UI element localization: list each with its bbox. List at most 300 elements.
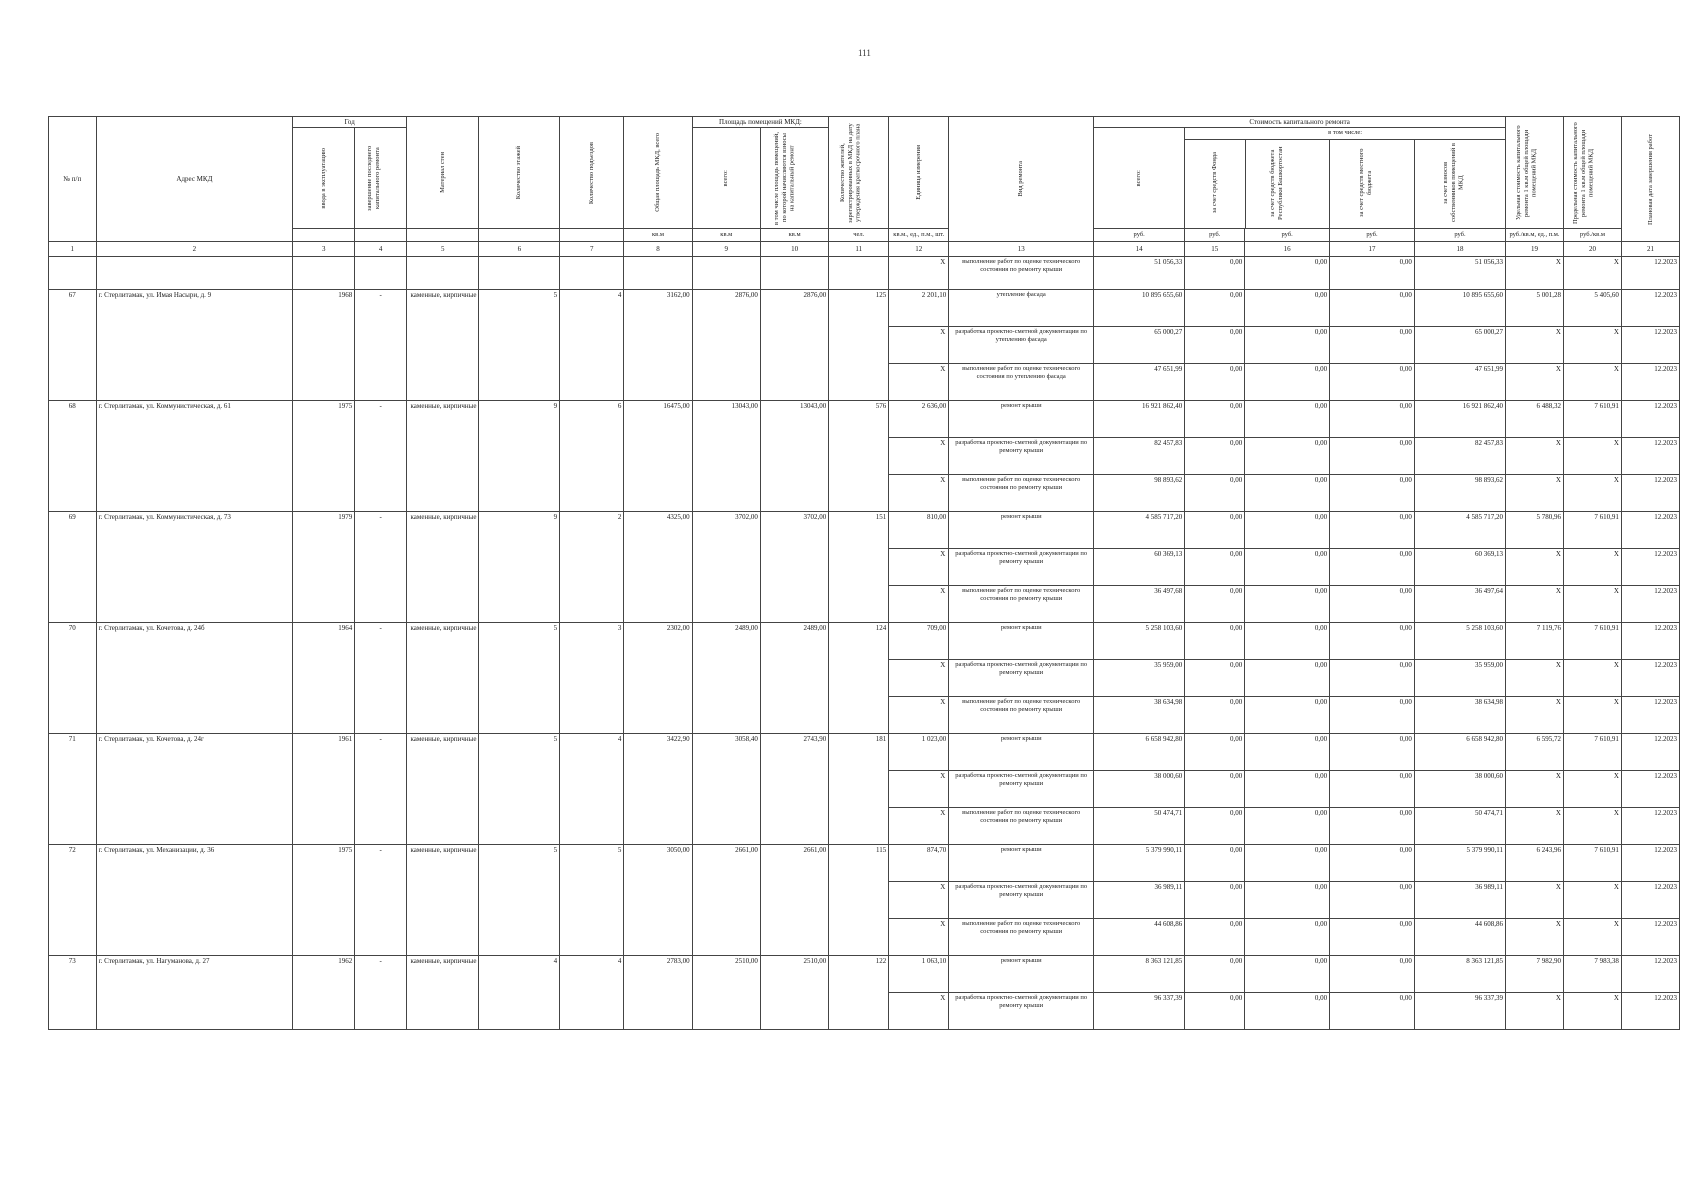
column-number: 20 xyxy=(1563,242,1621,257)
col-area-total-header: всего: xyxy=(692,128,760,229)
repair-plan-table-wrapper xyxy=(48,116,1680,1030)
cost-owners: 36 989,11 xyxy=(1414,882,1505,919)
max-cost: X xyxy=(1563,697,1621,734)
building-address: г. Стерлитамак, ул. Коммунистическая, д. 61 xyxy=(96,401,293,512)
building-walls: каменные, кирпичные xyxy=(407,734,479,845)
cost-fund: 0,00 xyxy=(1185,808,1245,845)
work-type: выполнение работ по оценке технического состояния по ремонту крыши xyxy=(949,586,1094,623)
building-area-owned: 3702,00 xyxy=(760,512,828,623)
building-walls: каменные, кирпичные xyxy=(407,401,479,512)
carry-unit-cost: X xyxy=(1506,257,1564,290)
unit-cost: X xyxy=(1506,882,1564,919)
unit-last-repair xyxy=(355,229,407,242)
building-entrances: 4 xyxy=(560,956,624,1030)
building-total-area: 16475,00 xyxy=(624,401,692,512)
cost-fund: 0,00 xyxy=(1185,512,1245,549)
unit-cost: 6 243,96 xyxy=(1506,845,1564,882)
cost-owners: 50 474,71 xyxy=(1414,808,1505,845)
building-no: 73 xyxy=(49,956,97,1030)
cost-fund: 0,00 xyxy=(1185,845,1245,882)
building-address: г. Стерлитамак, ул. Нагуманова, д. 27 xyxy=(96,956,293,1030)
work-type: ремонт крыши xyxy=(949,956,1094,993)
col-owners-header: за счет взносов собственников помещений в МКД xyxy=(1441,143,1465,223)
unit-cost: 5 780,96 xyxy=(1506,512,1564,549)
planned-date: 12.2023 xyxy=(1621,438,1679,475)
work-type: ремонт крыши xyxy=(949,845,1094,882)
cost-republic: 0,00 xyxy=(1245,919,1330,956)
max-cost: X xyxy=(1563,808,1621,845)
cost-republic: 0,00 xyxy=(1245,697,1330,734)
work-x-mark: X xyxy=(889,438,949,475)
planned-date: 12.2023 xyxy=(1621,364,1679,401)
cost-republic: 0,00 xyxy=(1245,771,1330,808)
col-year-commission-header: ввода в эксплуатацию xyxy=(293,128,355,229)
work-measure: 2 201,10 xyxy=(889,290,949,327)
column-number: 14 xyxy=(1094,242,1185,257)
cost-republic: 0,00 xyxy=(1245,327,1330,364)
building-last-repair: - xyxy=(355,290,407,401)
cost-owners: 38 634,98 xyxy=(1414,697,1505,734)
cost-fund: 0,00 xyxy=(1185,771,1245,808)
cost-republic: 0,00 xyxy=(1245,586,1330,623)
building-entrances: 6 xyxy=(560,401,624,512)
unit-measure: кв.м., ед., п.м., шт. xyxy=(889,229,949,242)
max-cost: X xyxy=(1563,438,1621,475)
cost-fund: 0,00 xyxy=(1185,549,1245,586)
col-floors-header: Количество этажей xyxy=(479,117,560,229)
planned-date: 12.2023 xyxy=(1621,919,1679,956)
cost-total: 10 895 655,60 xyxy=(1094,290,1185,327)
col-last-repair-header: завершение последнего капитального ремонта xyxy=(355,128,407,229)
building-area-owned: 2876,00 xyxy=(760,290,828,401)
carry-local: 0,00 xyxy=(1330,257,1415,290)
carry-over-row xyxy=(49,257,1680,290)
cost-total: 65 000,27 xyxy=(1094,327,1185,364)
work-type: выполнение работ по оценке технического состояния по ремонту крыши xyxy=(949,697,1094,734)
column-number: 19 xyxy=(1506,242,1564,257)
work-x-mark: X xyxy=(889,919,949,956)
work-x-mark: X xyxy=(889,586,949,623)
col-republic-header: за счет средств бюджета Республики Башкортостан xyxy=(1245,140,1330,229)
table-body xyxy=(49,257,1680,1030)
building-total-area: 2783,00 xyxy=(624,956,692,1030)
column-number: 10 xyxy=(760,242,828,257)
work-x-mark: X xyxy=(889,808,949,845)
unit-cost: X xyxy=(1506,771,1564,808)
work-type: ремонт крыши xyxy=(949,734,1094,771)
cost-total: 36 989,11 xyxy=(1094,882,1185,919)
building-year: 1962 xyxy=(293,956,355,1030)
cost-fund: 0,00 xyxy=(1185,327,1245,364)
unit-unit-cost: руб./кв.м, ед., п.м. xyxy=(1506,229,1564,242)
work-measure: 2 636,00 xyxy=(889,401,949,438)
planned-date: 12.2023 xyxy=(1621,586,1679,623)
cost-local: 0,00 xyxy=(1330,623,1415,660)
building-no: 69 xyxy=(49,512,97,623)
building-total-area: 3162,00 xyxy=(624,290,692,401)
building-no: 71 xyxy=(49,734,97,845)
max-cost: 7 610,91 xyxy=(1563,845,1621,882)
column-number: 9 xyxy=(692,242,760,257)
cost-local: 0,00 xyxy=(1330,364,1415,401)
max-cost: X xyxy=(1563,919,1621,956)
table-row xyxy=(49,734,1680,771)
cost-republic: 0,00 xyxy=(1245,956,1330,993)
work-x-mark: X xyxy=(889,660,949,697)
cost-local: 0,00 xyxy=(1330,401,1415,438)
max-cost: 7 610,91 xyxy=(1563,512,1621,549)
cost-fund: 0,00 xyxy=(1185,475,1245,512)
building-walls: каменные, кирпичные xyxy=(407,512,479,623)
max-cost: X xyxy=(1563,549,1621,586)
work-x-mark: X xyxy=(889,475,949,512)
max-cost: 7 610,91 xyxy=(1563,401,1621,438)
building-entrances: 4 xyxy=(560,734,624,845)
building-entrances: 5 xyxy=(560,845,624,956)
building-year: 1975 xyxy=(293,401,355,512)
cost-local: 0,00 xyxy=(1330,549,1415,586)
work-x-mark: X xyxy=(889,882,949,919)
work-type: разработка проектно-сметной документации по ремонту крыши xyxy=(949,882,1094,919)
cost-local: 0,00 xyxy=(1330,882,1415,919)
work-type: разработка проектно-сметной документации по ремонту крыши xyxy=(949,549,1094,586)
building-entrances: 2 xyxy=(560,512,624,623)
column-number: 17 xyxy=(1330,242,1415,257)
unit-cost: 6 595,72 xyxy=(1506,734,1564,771)
cost-owners: 4 585 717,20 xyxy=(1414,512,1505,549)
cost-fund: 0,00 xyxy=(1185,364,1245,401)
cost-owners: 47 651,99 xyxy=(1414,364,1505,401)
building-last-repair: - xyxy=(355,401,407,512)
cost-local: 0,00 xyxy=(1330,845,1415,882)
unit-cost: 7 982,90 xyxy=(1506,956,1564,993)
col-entrances-header: Количество подъездов xyxy=(560,117,624,229)
building-no: 67 xyxy=(49,290,97,401)
max-cost: 7 983,38 xyxy=(1563,956,1621,993)
cost-fund: 0,00 xyxy=(1185,586,1245,623)
cost-local: 0,00 xyxy=(1330,290,1415,327)
building-entrances: 4 xyxy=(560,290,624,401)
cost-republic: 0,00 xyxy=(1245,364,1330,401)
building-area-total: 13043,00 xyxy=(692,401,760,512)
cost-republic: 0,00 xyxy=(1245,734,1330,771)
work-type: ремонт крыши xyxy=(949,512,1094,549)
building-floors: 5 xyxy=(479,734,560,845)
work-type: выполнение работ по оценке технического состояния по ремонту крыши xyxy=(949,808,1094,845)
cost-local: 0,00 xyxy=(1330,771,1415,808)
work-measure: 810,00 xyxy=(889,512,949,549)
col-cost-total-header: всего: xyxy=(1094,128,1185,229)
cost-local: 0,00 xyxy=(1330,993,1415,1030)
building-total-area: 4325,00 xyxy=(624,512,692,623)
max-cost: 7 610,91 xyxy=(1563,623,1621,660)
carry-owners: 51 056,33 xyxy=(1414,257,1505,290)
cost-total: 38 000,60 xyxy=(1094,771,1185,808)
work-type: разработка проектно-сметной документации по ремонту крыши xyxy=(949,993,1094,1030)
carry-total: 51 056,33 xyxy=(1094,257,1185,290)
max-cost: X xyxy=(1563,327,1621,364)
col-total-area-header: Общая площадь МКД, всего xyxy=(624,117,692,229)
unit-owners: руб. xyxy=(1414,229,1505,242)
carry-republic: 0,00 xyxy=(1245,257,1330,290)
building-year: 1961 xyxy=(293,734,355,845)
building-area-total: 2876,00 xyxy=(692,290,760,401)
cost-owners: 44 608,86 xyxy=(1414,919,1505,956)
building-area-total: 2489,00 xyxy=(692,623,760,734)
building-last-repair: - xyxy=(355,956,407,1030)
unit-cost: X xyxy=(1506,549,1564,586)
cost-republic: 0,00 xyxy=(1245,549,1330,586)
work-type: ремонт крыши xyxy=(949,401,1094,438)
cost-owners: 16 921 862,40 xyxy=(1414,401,1505,438)
cost-local: 0,00 xyxy=(1330,697,1415,734)
planned-date: 12.2023 xyxy=(1621,771,1679,808)
cost-local: 0,00 xyxy=(1330,956,1415,993)
cost-republic: 0,00 xyxy=(1245,808,1330,845)
column-numbers-row xyxy=(49,242,1680,257)
building-year: 1964 xyxy=(293,623,355,734)
building-residents: 115 xyxy=(829,845,889,956)
cost-total: 98 893,62 xyxy=(1094,475,1185,512)
cost-republic: 0,00 xyxy=(1245,475,1330,512)
planned-date: 12.2023 xyxy=(1621,623,1679,660)
work-measure: 874,70 xyxy=(889,845,949,882)
table-row xyxy=(49,290,1680,327)
cost-owners: 35 959,00 xyxy=(1414,660,1505,697)
work-x-mark: X xyxy=(889,364,949,401)
unit-cost: X xyxy=(1506,327,1564,364)
carry-fund: 0,00 xyxy=(1185,257,1245,290)
unit-year xyxy=(293,229,355,242)
building-area-owned: 2489,00 xyxy=(760,623,828,734)
col-area-group-header: Площадь помещений МКД: xyxy=(692,117,829,128)
work-type: разработка проектно-сметной документации по утеплению фасада xyxy=(949,327,1094,364)
column-number: 16 xyxy=(1245,242,1330,257)
unit-floors xyxy=(479,229,560,242)
col-date-header: Плановая дата завершения работ xyxy=(1621,117,1679,242)
cost-owners: 5 258 103,60 xyxy=(1414,623,1505,660)
work-type: выполнение работ по оценке технического состояния по ремонту крыши xyxy=(949,919,1094,956)
table-row xyxy=(49,623,1680,660)
unit-cost: X xyxy=(1506,364,1564,401)
work-type: ремонт крыши xyxy=(949,623,1094,660)
cost-local: 0,00 xyxy=(1330,586,1415,623)
cost-republic: 0,00 xyxy=(1245,438,1330,475)
cost-fund: 0,00 xyxy=(1185,697,1245,734)
cost-owners: 5 379 990,11 xyxy=(1414,845,1505,882)
unit-max-cost: руб./кв.м xyxy=(1563,229,1621,242)
cost-fund: 0,00 xyxy=(1185,438,1245,475)
unit-total-area: кв.м xyxy=(624,229,692,242)
building-walls: каменные, кирпичные xyxy=(407,956,479,1030)
cost-total: 60 369,13 xyxy=(1094,549,1185,586)
cost-total: 35 959,00 xyxy=(1094,660,1185,697)
unit-entrances xyxy=(560,229,624,242)
unit-walls xyxy=(407,229,479,242)
building-residents: 125 xyxy=(829,290,889,401)
column-number: 6 xyxy=(479,242,560,257)
col-unit-header: Единица измерения xyxy=(889,117,949,229)
carry-work: выполнение работ по оценке технического состояния по ремонту крыши xyxy=(949,257,1094,290)
unit-fund: руб. xyxy=(1185,229,1245,242)
building-floors: 5 xyxy=(479,290,560,401)
building-area-total: 3058,40 xyxy=(692,734,760,845)
building-year: 1968 xyxy=(293,290,355,401)
building-area-owned: 2661,00 xyxy=(760,845,828,956)
planned-date: 12.2023 xyxy=(1621,549,1679,586)
max-cost: X xyxy=(1563,993,1621,1030)
column-number: 4 xyxy=(355,242,407,257)
work-type: разработка проектно-сметной документации по ремонту крыши xyxy=(949,771,1094,808)
unit-residents: чел. xyxy=(829,229,889,242)
unit-cost: X xyxy=(1506,697,1564,734)
planned-date: 12.2023 xyxy=(1621,882,1679,919)
cost-republic: 0,00 xyxy=(1245,660,1330,697)
planned-date: 12.2023 xyxy=(1621,808,1679,845)
cost-republic: 0,00 xyxy=(1245,401,1330,438)
max-cost: X xyxy=(1563,364,1621,401)
col-local-header: за счет средств местного бюджета xyxy=(1330,140,1415,229)
cost-owners: 96 337,39 xyxy=(1414,993,1505,1030)
building-entrances: 3 xyxy=(560,623,624,734)
building-area-owned: 2743,90 xyxy=(760,734,828,845)
cost-owners: 82 457,83 xyxy=(1414,438,1505,475)
column-number: 11 xyxy=(829,242,889,257)
unit-cost-total: руб. xyxy=(1094,229,1185,242)
col-year-group-header: Год xyxy=(293,117,407,128)
unit-area-owned: кв.м xyxy=(760,229,828,242)
col-residents-header: Количество жителей, зарегистрированных в МКД на дату утверждения краткосрочного плана xyxy=(829,117,889,229)
cost-owners: 38 000,60 xyxy=(1414,771,1505,808)
building-address: г. Стерлитамак, ул. Механизации, д. 36 xyxy=(96,845,293,956)
cost-republic: 0,00 xyxy=(1245,993,1330,1030)
cost-owners: 65 000,27 xyxy=(1414,327,1505,364)
building-address: г. Стерлитамак, ул. Кочетова, д. 24б xyxy=(96,623,293,734)
table-row xyxy=(49,401,1680,438)
cost-local: 0,00 xyxy=(1330,475,1415,512)
planned-date: 12.2023 xyxy=(1621,290,1679,327)
cost-owners: 60 369,13 xyxy=(1414,549,1505,586)
unit-cost: X xyxy=(1506,438,1564,475)
col-max-cost-header: Предельная стоимость капитального ремонта 1 кв.м общей площади помещений МКД xyxy=(1563,117,1621,229)
max-cost: X xyxy=(1563,475,1621,512)
cost-total: 4 585 717,20 xyxy=(1094,512,1185,549)
work-measure: 1 023,00 xyxy=(889,734,949,771)
cost-total: 5 258 103,60 xyxy=(1094,623,1185,660)
building-walls: каменные, кирпичные xyxy=(407,845,479,956)
carry-max-cost: X xyxy=(1563,257,1621,290)
building-residents: 151 xyxy=(829,512,889,623)
col-incl-header xyxy=(1185,128,1506,229)
cost-total: 96 337,39 xyxy=(1094,993,1185,1030)
planned-date: 12.2023 xyxy=(1621,845,1679,882)
column-number: 12 xyxy=(889,242,949,257)
page-number: 111 xyxy=(858,48,871,58)
unit-cost: 6 488,32 xyxy=(1506,401,1564,438)
building-total-area: 3050,00 xyxy=(624,845,692,956)
cost-total: 44 608,86 xyxy=(1094,919,1185,956)
cost-republic: 0,00 xyxy=(1245,290,1330,327)
building-last-repair: - xyxy=(355,845,407,956)
max-cost: X xyxy=(1563,882,1621,919)
unit-cost: 7 119,76 xyxy=(1506,623,1564,660)
cost-total: 82 457,83 xyxy=(1094,438,1185,475)
planned-date: 12.2023 xyxy=(1621,660,1679,697)
cost-total: 8 363 121,85 xyxy=(1094,956,1185,993)
planned-date: 12.2023 xyxy=(1621,697,1679,734)
building-address: г. Стерлитамак, ул. Имая Насыри, д. 9 xyxy=(96,290,293,401)
unit-republic: руб. xyxy=(1245,229,1330,242)
column-number: 1 xyxy=(49,242,97,257)
unit-area-total: кв.м xyxy=(692,229,760,242)
col-address-header: Адрес МКД xyxy=(96,117,293,242)
work-x-mark: X xyxy=(889,993,949,1030)
work-type: утепление фасада xyxy=(949,290,1094,327)
building-residents: 181 xyxy=(829,734,889,845)
work-type: выполнение работ по оценке технического состояния по утеплению фасада xyxy=(949,364,1094,401)
unit-local: руб. xyxy=(1330,229,1415,242)
cost-local: 0,00 xyxy=(1330,512,1415,549)
max-cost: X xyxy=(1563,586,1621,623)
cost-owners: 6 658 942,80 xyxy=(1414,734,1505,771)
building-area-total: 2510,00 xyxy=(692,956,760,1030)
work-measure: 1 063,10 xyxy=(889,956,949,993)
unit-cost: X xyxy=(1506,475,1564,512)
cost-owners: 10 895 655,60 xyxy=(1414,290,1505,327)
repair-plan-table xyxy=(48,116,1680,1030)
building-floors: 9 xyxy=(479,512,560,623)
planned-date: 12.2023 xyxy=(1621,734,1679,771)
building-total-area: 2302,00 xyxy=(624,623,692,734)
work-measure: 709,00 xyxy=(889,623,949,660)
column-number: 3 xyxy=(293,242,355,257)
cost-republic: 0,00 xyxy=(1245,623,1330,660)
cost-fund: 0,00 xyxy=(1185,882,1245,919)
planned-date: 12.2023 xyxy=(1621,475,1679,512)
building-no: 70 xyxy=(49,623,97,734)
building-area-total: 3702,00 xyxy=(692,512,760,623)
cost-owners: 36 497,64 xyxy=(1414,586,1505,623)
unit-cost: X xyxy=(1506,660,1564,697)
col-cost-group-header: Стоимость капитального ремонта xyxy=(1094,117,1506,128)
building-no: 72 xyxy=(49,845,97,956)
cost-fund: 0,00 xyxy=(1185,290,1245,327)
cost-total: 16 921 862,40 xyxy=(1094,401,1185,438)
cost-total: 36 497,68 xyxy=(1094,586,1185,623)
building-address: г. Стерлитамак, ул. Коммунистическая, д. 73 xyxy=(96,512,293,623)
cost-fund: 0,00 xyxy=(1185,956,1245,993)
column-number: 21 xyxy=(1621,242,1679,257)
building-residents: 122 xyxy=(829,956,889,1030)
col-unit-cost-header: Удельная стоимость капитального ремонта 1 кв.м общей площади помещений МКД xyxy=(1506,117,1564,229)
cost-republic: 0,00 xyxy=(1245,512,1330,549)
table-row xyxy=(49,845,1680,882)
work-type: разработка проектно-сметной документации по ремонту крыши xyxy=(949,660,1094,697)
col-walls-header: Материал стен xyxy=(407,117,479,229)
unit-cost: X xyxy=(1506,993,1564,1030)
column-number: 13 xyxy=(949,242,1094,257)
column-number: 18 xyxy=(1414,242,1505,257)
building-last-repair: - xyxy=(355,512,407,623)
unit-cost: X xyxy=(1506,808,1564,845)
unit-cost: X xyxy=(1506,586,1564,623)
cost-total: 47 651,99 xyxy=(1094,364,1185,401)
work-type: разработка проектно-сметной документации по ремонту крыши xyxy=(949,438,1094,475)
max-cost: X xyxy=(1563,771,1621,808)
table-row xyxy=(49,956,1680,993)
planned-date: 12.2023 xyxy=(1621,512,1679,549)
work-x-mark: X xyxy=(889,327,949,364)
